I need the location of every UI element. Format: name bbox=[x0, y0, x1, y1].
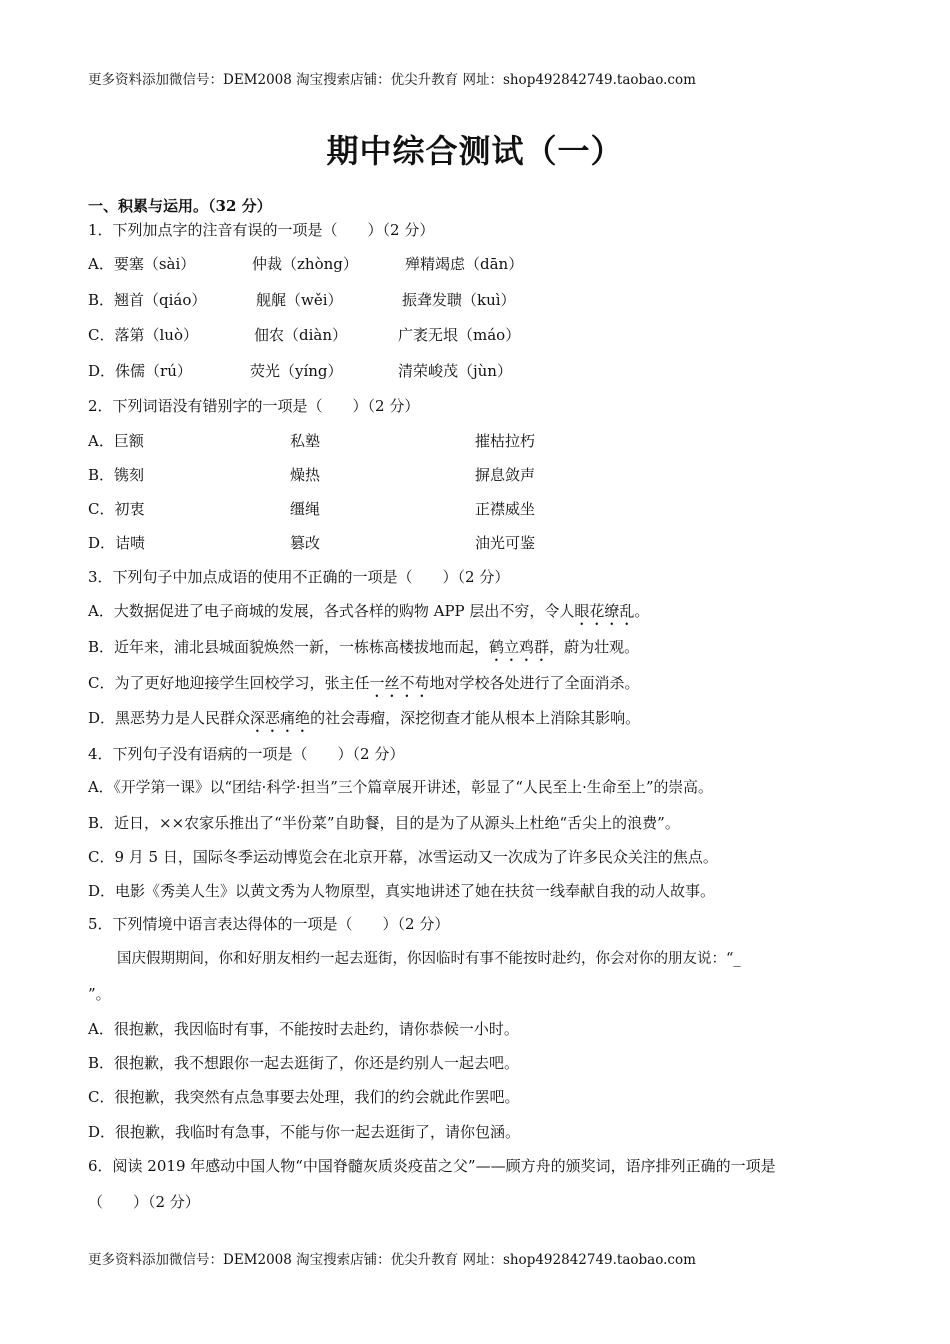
q2-option-d bbox=[88, 533, 145, 553]
q2-option-d-col3: 油光可鉴 bbox=[475, 534, 536, 552]
option-letter: B． bbox=[88, 638, 115, 656]
page-footer: 更多资料添加微信号：DEM2008 淘宝搜索店铺：优尖升教育 网址：shop492842749.taobao.com bbox=[88, 1252, 696, 1268]
q4-option-b: B．近日，××农家乐推出了“半份菜”自助餐，目的是为了从源头上杜绝“舌尖上的浪费”。 bbox=[88, 814, 680, 832]
q6-stem-score: （ ）（2 分） bbox=[88, 1193, 200, 1211]
q4-option-c: C．9 月 5 日，国际冬季运动博览会在北京开幕，冰雪运动又一次成为了许多民众关注的焦点。 bbox=[88, 848, 718, 866]
page-title: 期中综合测试（一） bbox=[326, 132, 624, 170]
dotted-idiom: 眼花缭乱 bbox=[574, 602, 635, 620]
q2-stem: 2．下列词语没有错别字的一项是（ ）（2 分） bbox=[88, 397, 420, 415]
q5-option-d: D．很抱歉，我临时有急事，不能与你一起去逛街了，请你包涵。 bbox=[88, 1123, 521, 1141]
option-col1: 诘啧 bbox=[115, 534, 146, 552]
option-text-end: ，蔚为壮观。 bbox=[549, 638, 640, 656]
q2-option-c bbox=[88, 499, 145, 519]
q1-option-b bbox=[88, 290, 206, 310]
q2-option-c-col3: 正襟威坐 bbox=[475, 500, 536, 518]
q1-option-b-col2: 舰艉（wěi） bbox=[256, 291, 343, 309]
q2-option-a-col3: 摧枯拉朽 bbox=[475, 432, 536, 450]
option-text: 大数据促进了电子商城的发展，各式各样的购物 APP 层出不穷，令人 bbox=[113, 602, 575, 620]
q1-option-a-col2: 仲裁（zhòng） bbox=[252, 255, 358, 273]
option-text-end: 地对学校各处进行了全面消杀。 bbox=[429, 674, 640, 692]
q2-option-b-col3: 摒息敛声 bbox=[475, 466, 536, 484]
q4-stem: 4．下列句子没有语病的一项是（ ）（2 分） bbox=[88, 745, 405, 763]
page-header: 更多资料添加微信号：DEM2008 淘宝搜索店铺：优尖升教育 网址：shop492842749.taobao.com bbox=[88, 72, 696, 88]
option-letter: C． bbox=[88, 326, 115, 344]
option-col1: 落第（luò） bbox=[114, 326, 198, 344]
q2-option-d-col2: 篡改 bbox=[290, 534, 321, 552]
q2-option-b bbox=[88, 465, 144, 485]
option-col1: 巨额 bbox=[113, 432, 144, 450]
q1-option-a bbox=[88, 254, 195, 274]
q3-option-c bbox=[88, 673, 640, 701]
q1-option-c bbox=[88, 325, 198, 345]
q1-option-c-col2: 佃农（diàn） bbox=[254, 326, 348, 344]
q2-option-b-col2: 燥热 bbox=[290, 466, 321, 484]
q1-option-a-col3: 殚精竭虑（dān） bbox=[405, 255, 524, 273]
option-letter: B． bbox=[88, 291, 115, 309]
dotted-idiom: 深恶痛绝 bbox=[250, 709, 311, 727]
q5-context-end: ”。 bbox=[88, 985, 111, 1003]
q5-option-c: C．很抱歉，我突然有点急事要去处理，我们的约会就此作罢吧。 bbox=[88, 1088, 520, 1106]
q1-option-d-col2: 荧光（yíng） bbox=[250, 362, 343, 380]
q5-context: 国庆假期期间，你和好朋友相约一起去逛街，你因临时有事不能按时赴约，你会对你的朋友说：“_ bbox=[88, 951, 741, 967]
option-col1: 侏儒（rú） bbox=[115, 362, 192, 380]
option-letter: A． bbox=[88, 432, 114, 450]
q2-option-a-col2: 私塾 bbox=[290, 432, 321, 450]
option-letter: A． bbox=[88, 255, 114, 273]
q5-option-a: A．很抱歉，我因临时有事，不能按时去赴约，请你恭候一小时。 bbox=[88, 1020, 519, 1038]
option-letter: C． bbox=[88, 500, 115, 518]
option-letter: C． bbox=[88, 674, 115, 692]
section-heading: 一、积累与运用。（32 分） bbox=[88, 197, 272, 215]
option-text: 为了更好地迎接学生回校学习，张主任 bbox=[114, 674, 370, 692]
q1-stem: 1．下列加点字的注音有误的一项是（ ）（2 分） bbox=[88, 221, 435, 239]
option-letter: B． bbox=[88, 466, 115, 484]
option-letter: D． bbox=[88, 534, 116, 552]
q2-option-a bbox=[88, 431, 144, 451]
q3-option-b bbox=[88, 637, 639, 665]
option-letter: A． bbox=[88, 602, 114, 620]
option-text-end: 。 bbox=[634, 602, 650, 620]
q2-option-c-col2: 缰绳 bbox=[290, 500, 321, 518]
q4-option-d: D．电影《秀美人生》以黄文秀为人物原型，真实地讲述了她在扶贫一线奉献自我的动人故事。 bbox=[88, 882, 716, 900]
option-text: 黑恶势力是人民群众 bbox=[115, 709, 251, 727]
q5-stem: 5．下列情境中语言表达得体的一项是（ ）（2 分） bbox=[88, 915, 450, 933]
q5-option-b: B．很抱歉，我不想跟你一起去逛街了，你还是约别人一起去吧。 bbox=[88, 1054, 520, 1072]
q1-option-d bbox=[88, 361, 192, 381]
q3-option-d bbox=[88, 708, 640, 736]
q4-option-a: A．《开学第一课》以“团结·科学·担当”三个篇章展开讲述，彰显了“人民至上·生命至上”的崇高。 bbox=[88, 779, 713, 796]
dotted-idiom: 鹤立鸡群 bbox=[489, 638, 550, 656]
dotted-idiom: 一丝不苟 bbox=[369, 674, 430, 692]
option-col1: 要塞（sài） bbox=[113, 255, 196, 273]
option-col1: 镌刻 bbox=[114, 466, 145, 484]
q3-option-a bbox=[88, 601, 649, 629]
option-col1: 翘首（qiáo） bbox=[114, 291, 207, 309]
q1-option-c-col3: 广袤无垠（máo） bbox=[398, 326, 521, 344]
q3-stem: 3．下列句子中加点成语的使用不正确的一项是（ ）（2 分） bbox=[88, 568, 510, 586]
option-text: 近年来，浦北县城面貌焕然一新，一栋栋高楼拔地而起， bbox=[114, 638, 490, 656]
option-col1: 初衷 bbox=[114, 500, 145, 518]
q6-stem: 6．阅读 2019 年感动中国人物“中国脊髓灰质炎疫苗之父”——顾方舟的颁奖词，语序排列正确的一项是 bbox=[88, 1157, 776, 1175]
q1-option-b-col3: 振聋发聩（kuì） bbox=[402, 291, 516, 309]
option-text-end: 的社会毒瘤，深挖彻查才能从根本上消除其影响。 bbox=[310, 709, 641, 727]
q1-option-d-col3: 清荣峻茂（jùn） bbox=[398, 362, 512, 380]
option-letter: D． bbox=[88, 362, 116, 380]
option-letter: D． bbox=[88, 709, 116, 727]
